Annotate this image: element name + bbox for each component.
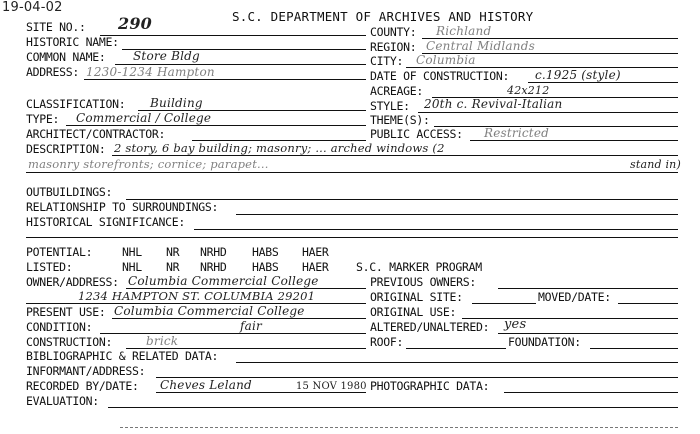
significance-line	[194, 229, 678, 230]
form-title: S.C. DEPARTMENT OF ARCHIVES AND HISTORY	[232, 9, 534, 24]
previous-owners-label: PREVIOUS OWNERS:	[370, 275, 476, 289]
date-line	[528, 82, 678, 83]
recorded-date: 15 NOV 1980	[296, 381, 367, 392]
recorded-value: Cheves Leland	[160, 378, 252, 392]
relationship-line	[236, 214, 678, 215]
classification-value: Building	[150, 96, 203, 110]
evaluation-label: EVALUATION:	[26, 394, 99, 408]
common-name-label: COMMON NAME:	[26, 50, 106, 64]
roof-line	[406, 348, 506, 349]
potential-col-haer: HAER	[302, 245, 329, 259]
common-name-value: Store Bldg	[133, 49, 200, 63]
recorded-line	[156, 392, 366, 393]
potential-col-nr: NR	[166, 245, 180, 259]
original-use-line	[462, 318, 678, 319]
bottom-edge-line	[120, 427, 678, 428]
date-value: c.1925 (style)	[535, 68, 621, 82]
themes-line	[434, 126, 678, 127]
acreage-value: 42x212	[507, 84, 550, 97]
county-value: Richland	[436, 24, 492, 38]
potential-col-nrhd: NRHD	[200, 245, 227, 259]
altered-line	[498, 333, 678, 334]
evaluation-line	[108, 407, 678, 408]
altered-label: ALTERED/UNALTERED:	[370, 320, 490, 334]
address-label: ADDRESS:	[26, 65, 79, 79]
public-access-value: Restricted	[484, 126, 550, 140]
present-use-value: Columbia Commercial College	[114, 304, 305, 318]
outbuildings-label: OUTBUILDINGS:	[26, 185, 113, 199]
description-line-rule-2	[26, 172, 678, 173]
significance-label: HISTORICAL SIGNIFICANCE:	[26, 215, 185, 229]
historic-name-label: HISTORIC NAME:	[26, 35, 119, 49]
relationship-label: RELATIONSHIP TO SURROUNDINGS:	[26, 200, 219, 214]
public-access-line	[470, 140, 678, 141]
owner-label: OWNER/ADDRESS:	[26, 275, 119, 289]
city-label: CITY:	[370, 54, 404, 68]
style-line	[418, 112, 678, 113]
previous-owners-line	[498, 288, 678, 289]
moved-date-line	[618, 303, 678, 304]
city-value: Columbia	[416, 53, 476, 67]
bibliographic-label: BIBLIOGRAPHIC & RELATED DATA:	[26, 349, 219, 363]
condition-label: CONDITION:	[26, 320, 93, 334]
listed-col-haer: HAER	[302, 260, 329, 274]
potential-col-nhl: NHL	[122, 245, 142, 259]
moved-date-label: MOVED/DATE:	[538, 290, 611, 304]
file-number: 19-04-02	[2, 0, 63, 15]
site-no-line	[100, 35, 366, 36]
style-label: STYLE:	[370, 99, 410, 113]
listed-col-nrhd: NRHD	[200, 260, 227, 274]
original-use-label: ORIGINAL USE:	[370, 305, 457, 319]
date-label: DATE OF CONSTRUCTION:	[370, 69, 510, 83]
description-line-rule-1	[112, 155, 678, 156]
listed-col-nhl: NHL	[122, 260, 142, 274]
foundation-line	[590, 348, 678, 349]
owner-value: Columbia Commercial College	[128, 274, 319, 288]
address-line	[84, 79, 366, 80]
description-line-2: masonry storefronts; cornice; parapet...	[28, 157, 269, 171]
description-label: DESCRIPTION:	[26, 142, 106, 156]
photographic-label: PHOTOGRAPHIC DATA:	[370, 379, 490, 393]
informant-label: INFORMANT/ADDRESS:	[26, 364, 146, 378]
classification-label: CLASSIFICATION:	[26, 97, 126, 111]
type-value: Commercial / College	[76, 111, 212, 125]
address-value: 1230-1234 Hampton	[86, 65, 215, 79]
description-line-1: 2 story, 6 bay building; masonry; ... arched windows (2	[114, 141, 445, 155]
potential-col-habs: HABS	[252, 245, 279, 259]
bibliographic-line	[236, 362, 678, 363]
condition-value: fair	[240, 319, 262, 333]
potential-label: POTENTIAL:	[26, 245, 93, 259]
listed-col-habs: HABS	[252, 260, 279, 274]
owner-address: 1234 HAMPTON ST. COLUMBIA 29201	[78, 289, 316, 303]
section-divider	[26, 237, 678, 238]
marker-program-label: S.C. MARKER PROGRAM	[356, 260, 482, 274]
county-label: COUNTY:	[370, 25, 417, 39]
description-line-2-end: stand in)	[630, 158, 681, 171]
photographic-line	[504, 392, 678, 393]
type-label: TYPE:	[26, 112, 60, 126]
listed-col-nr: NR	[166, 260, 180, 274]
site-no-value: 290	[118, 14, 152, 33]
style-value: 20th c. Revival-Italian	[424, 97, 563, 111]
site-no-label: SITE NO.:	[26, 20, 86, 34]
architect-label: ARCHITECT/CONTRACTOR:	[26, 127, 166, 141]
condition-line	[100, 333, 366, 334]
region-value: Central Midlands	[426, 39, 535, 53]
construction-label: CONSTRUCTION:	[26, 335, 113, 349]
altered-value: yes	[504, 317, 527, 332]
present-use-line	[112, 318, 366, 319]
themes-label: THEME(S):	[370, 113, 430, 127]
listed-label: LISTED:	[26, 260, 73, 274]
roof-label: ROOF:	[370, 335, 404, 349]
recorded-label: RECORDED BY/DATE:	[26, 379, 139, 393]
acreage-label: ACREAGE:	[370, 84, 423, 98]
original-site-line	[472, 303, 536, 304]
foundation-label: FOUNDATION:	[508, 335, 581, 349]
present-use-label: PRESENT USE:	[26, 305, 106, 319]
type-line	[66, 125, 366, 126]
public-access-label: PUBLIC ACCESS:	[370, 127, 463, 141]
construction-value: brick	[146, 334, 179, 348]
region-label: REGION:	[370, 40, 417, 54]
original-site-label: ORIGINAL SITE:	[370, 290, 463, 304]
